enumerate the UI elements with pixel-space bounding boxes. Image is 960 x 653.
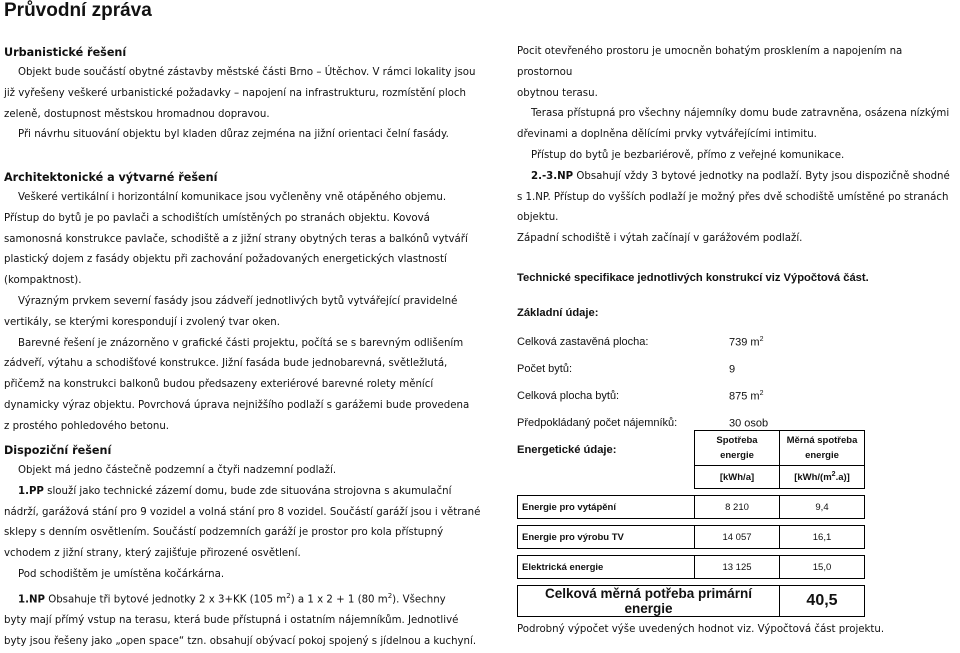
disposition-line: sklepy s denním osvětlením. Součástí podzemních garáží je prostor pro kola přístupný	[4, 527, 444, 539]
right-line: dřevinami a doplněna dělícími prvky vytvářejícími intimitu.	[517, 129, 817, 141]
np-sup: 2	[387, 591, 393, 600]
np2-label: 2.-3.NP	[531, 170, 574, 182]
disposition-line: Objekt má jedno částečně podzemní a čtyři nadzemní podlaží.	[18, 465, 337, 476]
urban-line: zeleně, dostupnost městskou hromadnou dopravou.	[4, 108, 270, 120]
architecture-heading: Architektonické a výtvarné řešení	[4, 170, 218, 184]
basic-data-value: 739 $m^2$	[729, 335, 764, 349]
right-column	[517, 42, 957, 461]
energy-table-corner	[518, 466, 695, 489]
architecture-line: Výrazným prvkem severní fasády jsou zádveří jednotlivých bytů vytvářející pravidelné	[18, 295, 458, 307]
right-line: Západní schodiště i výtah začínají v garážovém podlaží.	[517, 233, 803, 245]
basic-data-heading: Základní údaje:	[517, 306, 599, 319]
architecture-line: Přístup do bytů je po pavlači a schodištích umístěných po stranách objektu. Kovová	[4, 212, 430, 224]
architecture-line: plastický dojem z fasády objektu při zachování požadovaných energetických vlastností	[4, 254, 447, 266]
disposition-line: nádrží, garážová stání pro 9 vozidel a volná stání pro 8 vozidel. Součástí garáží jsou i větrané	[4, 506, 481, 518]
disposition-line: byty mají přímý vstup na terasu, která bude přístupná i ostatním nájemníkům. Jednotlivé	[4, 614, 459, 626]
energy-row-v1: 14 057	[695, 526, 780, 549]
basic-data-value: 30 osob	[729, 417, 769, 430]
basic-data-label: Celková plocha bytů:	[517, 389, 620, 402]
architecture-line: vertikály, se kterými korespondují i zvolený tvar oken.	[4, 316, 281, 328]
basic-data-row	[517, 384, 957, 411]
basic-data-value: 875 $m^2$	[729, 389, 764, 403]
architecture-line: zádveří, výtahu a schodišťové konstrukce. Jižní fasáda bude jednobarevná, světležlutá,	[4, 358, 448, 370]
energy-row-label: Elektrická energie	[518, 556, 695, 579]
energy-col2-header: Měrná spotřeba energie	[780, 431, 865, 466]
energy-summary-value: 40,5	[780, 586, 865, 617]
urban-line: již vyřešeny veškeré urbanistické požadavky – napojení na infrastrukturu, rozmístění ploch	[4, 87, 466, 99]
right-line	[517, 167, 957, 188]
basic-data-value: 9	[729, 363, 736, 376]
basic-data-row	[517, 357, 957, 384]
architecture-line: samonosná konstrukce pavlače, schodiště a z jižní strany obytných teras a balkónů vytváří	[4, 233, 468, 245]
architecture-line: (kompaktnost).	[4, 275, 82, 287]
urban-heading: Urbanistické řešení	[4, 46, 127, 59]
urban-line: Objekt bude součástí obytné zástavby městské části Brno – Útěchov. V rámci lokality jsou	[18, 67, 476, 78]
np-sup: 2	[286, 591, 291, 600]
left-column-top	[4, 42, 486, 438]
page-title: Průvodní zpráva	[4, 0, 152, 21]
right-line: s 1.NP. Přístup do vyšších podlaží je možný přes dvě schodiště umístěné po stranách objektu.	[517, 191, 949, 224]
np-text: ) a 1 x 2 + 1 (80 m	[290, 594, 388, 606]
energy-row	[518, 526, 865, 549]
architecture-line: Barevné řešení je znázorněno v grafické části projektu, počítá se s barevným odlišením	[18, 337, 464, 349]
energy-row-label: Energie pro výrobu TV	[518, 526, 695, 549]
energy-table	[517, 430, 865, 617]
np-text: Obsahuje tři bytové jednotky 2 x 3+KK (105 m	[44, 594, 287, 606]
architecture-line: z prostého pohledového betonu.	[4, 420, 170, 432]
np-label: 1.NP	[18, 594, 45, 606]
disposition-line: byty jsou řešeny jako „open space“ tzn. obsahují obývací pokoj spojený s jídelnou a kuchyní.	[4, 635, 477, 647]
energy-summary-row	[518, 586, 865, 617]
energy-row-v1: 13 125	[695, 556, 780, 579]
energy-col1-header: Spotřeba energie	[695, 431, 780, 466]
energy-heading: Energetické údaje:	[517, 443, 617, 456]
right-line: Přístup do bytů je bezbariérově, přímo z veřejné komunikace.	[531, 149, 845, 161]
right-line: Terasa přístupná pro všechny nájemníky domu bude zatravněna, osázena nízkými	[531, 108, 950, 120]
basic-data-label: Předpokládaný počet nájemníků:	[517, 416, 678, 429]
energy-row-v1: 8 210	[695, 496, 780, 519]
right-line: obytnou terasu.	[517, 87, 598, 99]
basic-data-label: Celková zastavěná plocha:	[517, 335, 649, 348]
disposition-line	[4, 586, 484, 611]
footnote: Podrobný výpočet výše uvedených hodnot viz. Výpočtová část projektu.	[517, 624, 885, 635]
architecture-line: přičemž na konstrukci balkonů budou předsazeny exteriérové barevné rolety měnící	[4, 379, 434, 391]
pp-label: 1.PP	[18, 485, 44, 497]
basic-data-row	[517, 330, 957, 357]
np2-text: Obsahují vždy 3 bytové jednotky na podlaží. Byty jsou dispozičně shodné	[573, 170, 950, 182]
energy-row-label: Energie pro vytápění	[518, 496, 695, 519]
tech-spec-heading: Technické specifikace jednotlivých konstrukcí viz Výpočtová část.	[517, 271, 869, 284]
energy-row-v2: 16,1	[780, 526, 865, 549]
np-text: ). Všechny	[392, 594, 446, 606]
disposition-section	[4, 440, 484, 653]
energy-summary-label: Celková měrná potřeba primární energie	[518, 586, 780, 617]
architecture-line: Veškeré vertikální i horizontální komunikace jsou vyčleněny vně otápěného objemu.	[18, 191, 447, 203]
right-line: Pocit otevřeného prostoru je umocněn bohatým prosklením a napojením na prostornou	[517, 46, 903, 78]
disposition-line: Pod schodištěm je umístěna kočárkárna.	[18, 568, 225, 580]
energy-row	[518, 556, 865, 579]
disposition-line	[4, 482, 484, 503]
energy-row	[518, 496, 865, 519]
energy-col2-unit: $[kWh/(m^2.a)]$	[780, 466, 865, 489]
energy-row-v2: 15,0	[780, 556, 865, 579]
urban-line: Při návrhu situování objektu byl kladen důraz zejména na jižní orientaci čelní fasády.	[18, 129, 449, 141]
disposition-heading: Dispoziční řešení	[4, 444, 112, 457]
disposition-line: vchodem z jižní strany, který zajišťuje přirozené osvětlení.	[4, 548, 301, 560]
energy-col1-unit: [kWh/a]	[695, 466, 780, 489]
energy-table-corner	[518, 431, 695, 466]
energy-row-v2: 9,4	[780, 496, 865, 519]
pp-text: slouží jako technické zázemí domu, bude zde situována strojovna s akumulační	[43, 485, 452, 497]
basic-data-label: Počet bytů:	[517, 362, 573, 375]
architecture-line: dynamicky výraz objektu. Povrchová úprava nejnižšího podlaží s garážemi bude provedena	[4, 399, 470, 411]
